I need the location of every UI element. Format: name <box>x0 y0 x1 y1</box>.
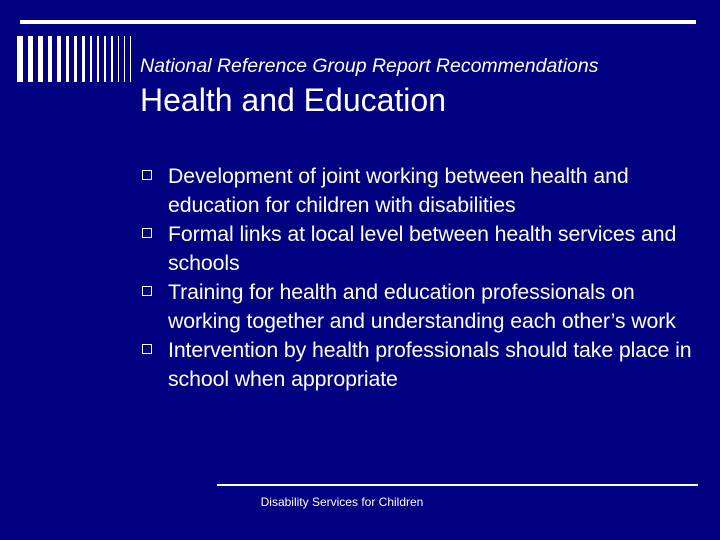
decorative-bars <box>17 36 157 82</box>
hollow-square-bullet-icon <box>142 286 152 296</box>
slide-subtitle: National Reference Group Report Recommendations <box>140 55 599 77</box>
bullet-item <box>140 162 700 220</box>
hollow-square-bullet-icon <box>142 228 152 238</box>
bullet-text: Training for health and education professionals on working together and understanding each other’s work <box>168 280 676 333</box>
bullet-text: Development of joint working between health and education for children with disabilities <box>168 164 629 217</box>
hollow-square-bullet-icon <box>142 344 152 354</box>
bullet-list <box>140 162 700 394</box>
bullet-item <box>140 220 700 278</box>
slide-title: Health and Education <box>140 82 446 118</box>
hollow-square-bullet-icon <box>142 170 152 180</box>
bullet-item <box>140 278 700 336</box>
bullet-text: Intervention by health professionals should take place in school when appropriate <box>168 338 692 391</box>
top-divider-line <box>20 20 696 24</box>
bullet-item <box>140 336 700 394</box>
bullet-text: Formal links at local level between health services and schools <box>168 222 677 275</box>
slide-footer: Disability Services for Children <box>260 495 424 509</box>
bottom-divider-line <box>217 484 698 486</box>
